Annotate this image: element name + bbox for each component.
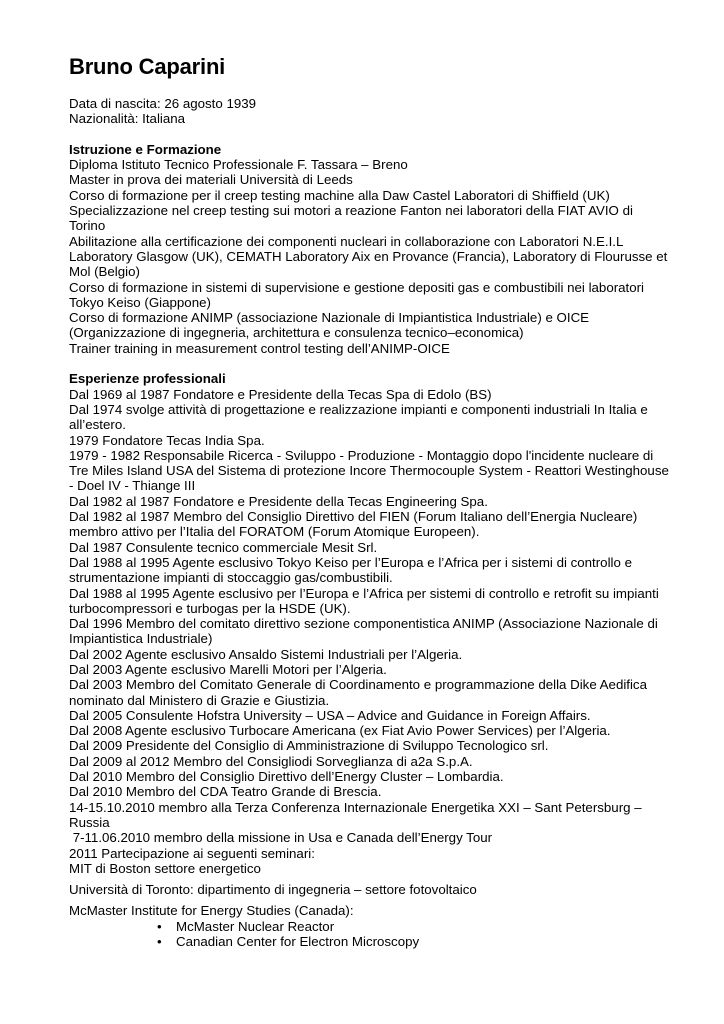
personal-info xyxy=(69,96,669,127)
experience-item: Dal 1987 Consulente tecnico commerciale Mesit Srl. xyxy=(69,539,378,555)
experience-item: Dal 1982 al 1987 Membro del Consiglio Direttivo del FIEN (Forum Italiano dell’Energia Nucleare) membro attivo per l’Italia del FORATOM (Forum Atomique Europeen). xyxy=(69,509,638,540)
experience-item: Dal 1996 Membro del comitato direttivo sezione componentistica ANIMP (Associazione Nazionale di Impiantistica Industriale) xyxy=(69,616,658,647)
education-item: Corso di formazione ANIMP (associazione Nazionale di Impiantistica Industriale) e OICE (Organizzazione di ingegneria, architettura e consulenza tecnico–economica) xyxy=(69,310,590,341)
education-item: Abilitazione alla certificazione dei componenti nucleari in collaborazione con Laboratori N.E.I.L Laboratory Glasgow (UK), CEMATH Laboratory Aix en Provance (Francia), Laboratory di Flourusse et Mol (Belgio) xyxy=(69,233,668,280)
person-name: Bruno Caparini xyxy=(69,54,226,79)
experience-item: 1979 - 1982 Responsabile Ricerca - Sviluppo - Produzione - Montaggio dopo l'incidente nucleare di Tre Miles Island USA del Sistema di protezione Incore Thermocouple System - Reattori Westinghouse - Doel IV - Thiange III xyxy=(69,447,669,494)
education-heading: Istruzione e Formazione xyxy=(69,141,222,157)
birth-date: Data di nascita: 26 agosto 1939 xyxy=(69,96,257,111)
experience-item: Dal 1982 al 1987 Fondatore e Presidente della Tecas Engineering Spa. xyxy=(69,493,488,509)
education-item: Diploma Istituto Tecnico Professionale F. Tassara – Breno xyxy=(69,157,408,173)
mcmaster-seminar xyxy=(69,903,669,949)
education-item: Master in prova dei materiali Università di Leeds xyxy=(69,172,353,188)
list-item-label: Canadian Center for Electron Microscopy xyxy=(176,934,420,950)
education-item: Corso di formazione per il creep testing machine alla Daw Castel Laboratori di Shiffield (UK) xyxy=(69,187,610,203)
experience-item: 1979 Fondatore Tecas India Spa. xyxy=(69,432,265,448)
experience-item: Dal 2005 Consulente Hofstra University – USA – Advice and Guidance in Foreign Affairs. xyxy=(69,707,591,723)
experience-item: Dal 1969 al 1987 Fondatore e Presidente della Tecas Spa di Edolo (BS) xyxy=(69,386,492,402)
bullet-icon: • xyxy=(157,918,162,934)
experience-item: Dal 1974 svolge attività di progettazione e realizzazione impianti e componenti industriali In Italia e all’estero. xyxy=(69,401,648,433)
experience-item: MIT di Boston settore energetico xyxy=(69,860,261,876)
mcmaster-list xyxy=(69,919,669,950)
experience-item: 14-15.10.2010 membro alla Terza Conferenza Internazionale Energetika XXI – Sant Petersburg – Russia xyxy=(69,799,642,830)
experience-item: Dal 2010 Membro del CDA Teatro Grande di Brescia. xyxy=(69,784,382,800)
bullet-icon: • xyxy=(157,934,162,950)
toronto-seminar: Università di Toronto: dipartimento di ingegneria – settore fotovoltaico xyxy=(69,882,477,898)
experience-item: 7-11.06.2010 membro della missione in Usa e Canada dell’Energy Tour xyxy=(69,830,493,846)
experience-item: Dal 1988 al 1995 Agente esclusivo per l’Europa e l’Africa per sistemi di controllo e retrofit su impianti turbocompressori e turbogas per la HSDE (UK). xyxy=(69,585,659,616)
experience-item: Dal 1988 al 1995 Agente esclusivo Tokyo Keiso per l’Europa e l’Africa per i sistemi di controllo e strumentazione impianti di stoccaggio gas/combustibili. xyxy=(69,554,632,586)
experience-heading: Esperienze professionali xyxy=(69,371,226,387)
education-item: Specializzazione nel creep testing sui motori a reazione Fanton nei laboratori della FIAT AVIO di Torino xyxy=(69,203,633,234)
experience-item: 2011 Partecipazione ai seguenti seminari: xyxy=(69,845,315,861)
cv-document xyxy=(69,54,669,949)
experience-item: Dal 2003 Agente esclusivo Marelli Motori per l’Algeria. xyxy=(69,661,387,677)
list-item xyxy=(69,934,669,949)
experience-item: Dal 2002 Agente esclusivo Ansaldo Sistemi Industriali per l’Algeria. xyxy=(69,646,463,662)
experience-item: Dal 2010 Membro del Consiglio Direttivo dell’Energy Cluster – Lombardia. xyxy=(69,769,504,785)
education-item: Corso di formazione in sistemi di supervisione e gestione depositi gas e combustibili nei laboratori Tokyo Keiso (Giappone) xyxy=(69,279,645,310)
nationality: Nazionalità: Italiana xyxy=(69,111,186,127)
mcmaster-intro: McMaster Institute for Energy Studies (Canada): xyxy=(69,903,354,919)
experience-item: Dal 2009 Presidente del Consiglio di Amministrazione di Sviluppo Tecnologico srl. xyxy=(69,738,549,754)
list-item-label: McMaster Nuclear Reactor xyxy=(176,918,335,934)
experience-item: Dal 2003 Membro del Comitato Generale di Coordinamento e programmazione della Dike Aedifica nominato dal Ministero di Grazie e Giustizia. xyxy=(69,677,647,708)
experience-item: Dal 2009 al 2012 Membro del Consigliodi Sorveglianza di a2a S.p.A. xyxy=(69,753,473,769)
experience-item: Dal 2008 Agente esclusivo Turbocare Americana (ex Fiat Avio Power Services) per l’Algeria. xyxy=(69,723,611,739)
education-item: Trainer training in measurement control testing dell’ANIMP-OICE xyxy=(69,340,450,356)
education-section xyxy=(69,142,669,356)
list-item xyxy=(69,919,669,934)
experience-section xyxy=(69,371,669,876)
